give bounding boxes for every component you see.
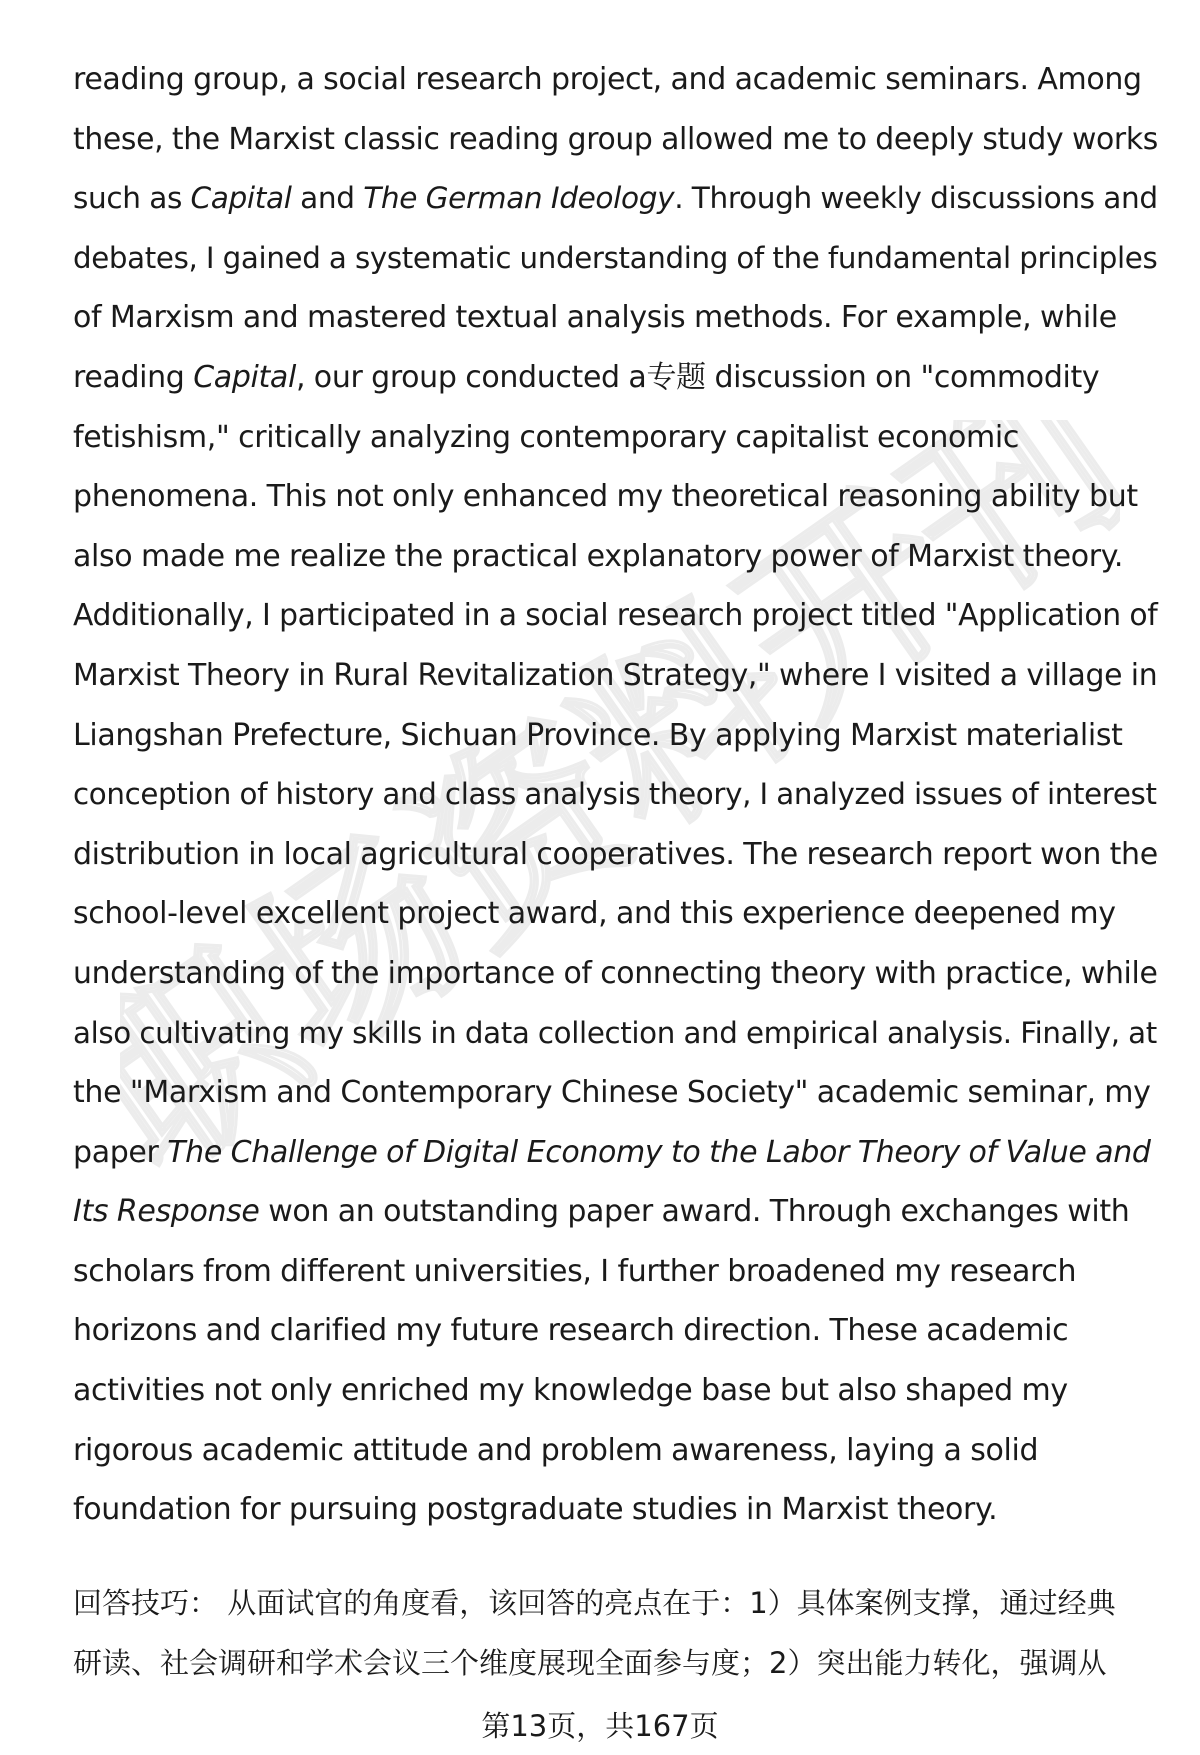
body-line: [73, 1421, 1153, 1481]
body-line: [73, 110, 1158, 170]
text-run: the "Marxism and Contemporary Chinese Society" academic seminar, my: [73, 1075, 1151, 1111]
body-line: [73, 348, 1153, 408]
text-run: . Through weekly discussions and: [674, 181, 1158, 216]
text-run: , our group conducted a专题 discussion on "commodity: [295, 359, 1100, 395]
body-line: [73, 765, 1157, 825]
body-line: [73, 50, 1153, 110]
body-line: [73, 586, 1158, 646]
text-run: such as: [73, 181, 191, 216]
body-line: [73, 825, 1158, 885]
text-run: of Marxism and mastered textual analysis methods. For example, while: [73, 300, 1117, 336]
italic-title: The Challenge of Digital Economy to the Labor Theory of Value and: [167, 1134, 1151, 1170]
text-run: reading: [73, 359, 194, 395]
text-run: conception of history and class analysis theory, I analyzed issues of interest: [73, 777, 1157, 812]
body-line: [73, 884, 1153, 944]
page-number: 第13页，共167页: [481, 1709, 719, 1743]
text-run: distribution in local agricultural cooperatives. The research report won the: [73, 836, 1158, 872]
body-line: [73, 1123, 1153, 1183]
body-line: [73, 706, 1153, 766]
italic-title: Capital: [190, 181, 292, 216]
answer-tip: [73, 1573, 1153, 1693]
text-run: paper: [73, 1134, 168, 1170]
text-run: won an outstanding paper award. Through exchanges with: [259, 1194, 1130, 1230]
body-line: [73, 1182, 1153, 1242]
text-run: phenomena. This not only enhanced my theoretical reasoning ability but: [73, 479, 1138, 515]
text-run: Liangshan Prefecture, Sichuan Province. By applying Marxist materialist: [73, 717, 1123, 753]
text-run: scholars from different universities, I further broadened my research: [73, 1253, 1077, 1289]
body-line: [73, 527, 1153, 587]
body-line: [73, 1301, 1153, 1361]
body-line: [73, 1361, 1153, 1421]
text-run: also made me realize the practical explanatory power of Marxist theory.: [73, 538, 1124, 574]
text-run: debates, I gained a systematic understanding of the fundamental principles: [73, 240, 1158, 275]
body-line: [73, 408, 1153, 468]
body-line: [73, 288, 1153, 348]
text-run: Marxist Theory in Rural Revitalization Strategy," where I visited a village in: [73, 657, 1158, 693]
body-line: [73, 1242, 1153, 1302]
text-run: reading group, a social research project, and academic seminars. Among: [73, 62, 1142, 97]
italic-title: Capital: [193, 359, 296, 395]
text-run: school-level excellent project award, and this experience deepened my: [73, 896, 1116, 932]
text-run: also cultivating my skills in data collection and empirical analysis. Finally, at: [73, 1015, 1157, 1050]
text-run: Additionally, I participated in a social research project titled "Application of: [73, 598, 1158, 634]
italic-title: Its Response: [73, 1194, 260, 1230]
body-line: [73, 467, 1153, 527]
body-line: [73, 646, 1158, 706]
body-paragraph: [73, 50, 1158, 1540]
tip-line: 回答技巧： 从面试官的角度看，该回答的亮点在于：1）具体案例支撑，通过经典: [73, 1586, 1116, 1620]
body-line: [73, 169, 1158, 229]
watermark-text: 职场资料开刊: [120, 420, 1120, 1180]
body-line: [73, 1063, 1153, 1123]
text-run: rigorous academic attitude and problem awareness, laying a solid: [73, 1432, 1039, 1468]
italic-title: The German Ideology: [363, 181, 675, 216]
tip-line: 研读、社会调研和学术会议三个维度展现全面参与度；2）突出能力转化，强调从: [73, 1646, 1107, 1680]
text-run: understanding of the importance of connecting theory with practice, while: [73, 955, 1158, 991]
body-line: [73, 1004, 1157, 1064]
body-line: [73, 229, 1158, 289]
text-run: foundation for pursuing postgraduate studies in Marxist theory.: [73, 1492, 998, 1528]
text-run: horizons and clarified my future research direction. These academic: [73, 1313, 1069, 1349]
text-run: and: [291, 181, 364, 216]
text-run: these, the Marxist classic reading group allowed me to deeply study works: [73, 121, 1158, 157]
body-line: [73, 944, 1158, 1004]
text-run: activities not only enriched my knowledge base but also shaped my: [73, 1373, 1068, 1409]
text-run: fetishism," critically analyzing contemporary capitalist economic: [73, 419, 1019, 455]
body-line: [73, 1480, 1153, 1540]
